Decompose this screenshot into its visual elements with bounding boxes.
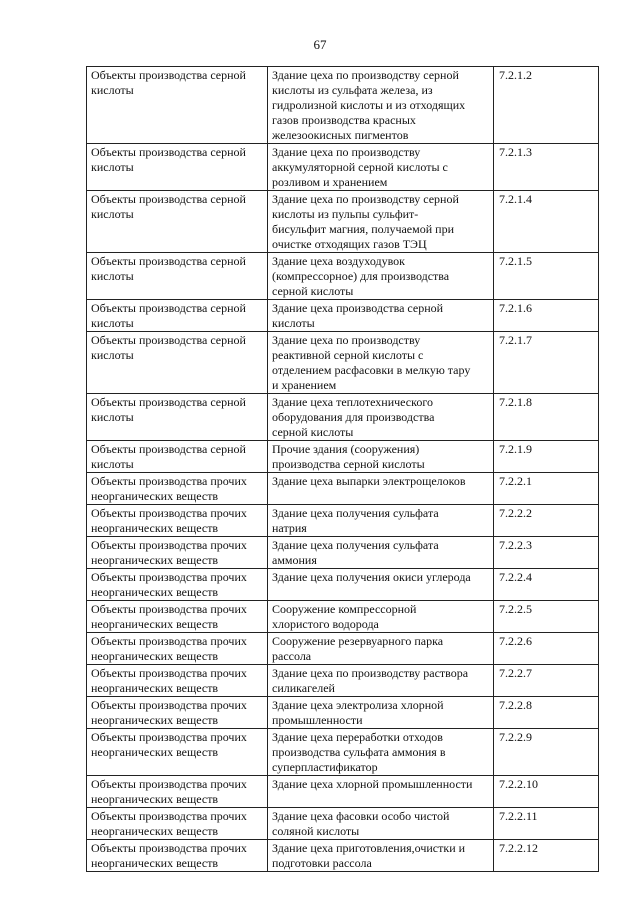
classification-code-cell: 7.2.2.7: [494, 665, 599, 697]
object-type-cell: Объекты производства серной кислоты: [87, 67, 268, 144]
classification-code-cell: 7.2.2.5: [494, 601, 599, 633]
building-description-cell: Здание цеха по производству реактивной серной кислоты с отделением расфасовки в мелкую тару и хранением: [268, 332, 494, 394]
table-row: [87, 633, 599, 665]
table-row: [87, 776, 599, 808]
classification-code-cell: 7.2.1.2: [494, 67, 599, 144]
classification-code-cell: 7.2.2.1: [494, 473, 599, 505]
building-description-cell: Здание цеха получения окиси углерода: [268, 569, 494, 601]
table-row: [87, 808, 599, 840]
object-type-cell: Объекты производства прочих неорганических веществ: [87, 840, 268, 872]
building-description-cell: Здание цеха производства серной кислоты: [268, 300, 494, 332]
table-row: [87, 840, 599, 872]
building-description-cell: Здание цеха по производству раствора силикагелей: [268, 665, 494, 697]
building-description-cell: Здание цеха выпарки электрощелоков: [268, 473, 494, 505]
object-type-cell: Объекты производства серной кислоты: [87, 253, 268, 300]
building-description-cell: Здание цеха по производству серной кислоты из пульпы сульфит- бисульфит магния, получаемой при очистке отходящих газов ТЭЦ: [268, 191, 494, 253]
building-description-cell: Здание цеха фасовки особо чистой соляной кислоты: [268, 808, 494, 840]
building-description-cell: Здание цеха переработки отходов производства сульфата аммония в суперпластификатор: [268, 729, 494, 776]
classification-code-cell: 7.2.1.7: [494, 332, 599, 394]
table-row: [87, 253, 599, 300]
object-type-cell: Объекты производства серной кислоты: [87, 332, 268, 394]
building-description-cell: Здание цеха воздуходувок (компрессорное) для производства серной кислоты: [268, 253, 494, 300]
object-type-cell: Объекты производства прочих неорганических веществ: [87, 569, 268, 601]
building-description-cell: Здание цеха приготовления,очистки и подготовки рассола: [268, 840, 494, 872]
building-description-cell: Здание цеха электролиза хлорной промышленности: [268, 697, 494, 729]
classification-code-cell: 7.2.2.10: [494, 776, 599, 808]
classification-code-cell: 7.2.2.6: [494, 633, 599, 665]
table-row: [87, 505, 599, 537]
table-row: [87, 601, 599, 633]
table-row: [87, 441, 599, 473]
building-description-cell: Здание цеха по производству аккумуляторной серной кислоты с розливом и хранением: [268, 144, 494, 191]
table-body: [87, 67, 599, 872]
table-row: [87, 191, 599, 253]
page-number: 67: [313, 37, 327, 52]
object-type-cell: Объекты производства серной кислоты: [87, 191, 268, 253]
classification-code-cell: 7.2.2.3: [494, 537, 599, 569]
classification-code-cell: 7.2.1.4: [494, 191, 599, 253]
table-row: [87, 537, 599, 569]
object-type-cell: Объекты производства прочих неорганических веществ: [87, 601, 268, 633]
table-row: [87, 332, 599, 394]
classification-code-cell: 7.2.2.8: [494, 697, 599, 729]
building-description-cell: Здание цеха получения сульфата аммония: [268, 537, 494, 569]
object-type-cell: Объекты производства прочих неорганических веществ: [87, 537, 268, 569]
building-description-cell: Здание цеха получения сульфата натрия: [268, 505, 494, 537]
building-description-cell: Здание цеха по производству серной кислоты из сульфата железа, из гидролизной кислоты и из отходящих газов производства красных железоокисных пигментов: [268, 67, 494, 144]
building-description-cell: Прочие здания (сооружения) производства серной кислоты: [268, 441, 494, 473]
object-type-cell: Объекты производства прочих неорганических веществ: [87, 808, 268, 840]
table-row: [87, 473, 599, 505]
classification-code-cell: 7.2.1.8: [494, 394, 599, 441]
classification-code-cell: 7.2.1.9: [494, 441, 599, 473]
classification-code-cell: 7.2.2.11: [494, 808, 599, 840]
classification-code-cell: 7.2.1.5: [494, 253, 599, 300]
building-description-cell: Здание цеха теплотехнического оборудования для производства серной кислоты: [268, 394, 494, 441]
object-type-cell: Объекты производства серной кислоты: [87, 300, 268, 332]
classification-code-cell: 7.2.2.9: [494, 729, 599, 776]
table-row: [87, 729, 599, 776]
table-row: [87, 665, 599, 697]
building-description-cell: Сооружение компрессорной хлористого водорода: [268, 601, 494, 633]
object-type-cell: Объекты производства прочих неорганических веществ: [87, 633, 268, 665]
building-description-cell: Сооружение резервуарного парка рассола: [268, 633, 494, 665]
classification-code-cell: 7.2.1.3: [494, 144, 599, 191]
object-type-cell: Объекты производства прочих неорганических веществ: [87, 697, 268, 729]
classification-code-cell: 7.2.2.12: [494, 840, 599, 872]
table-row: [87, 569, 599, 601]
table-row: [87, 144, 599, 191]
classification-code-cell: 7.2.1.6: [494, 300, 599, 332]
table-row: [87, 394, 599, 441]
building-description-cell: Здание цеха хлорной промышленности: [268, 776, 494, 808]
table-row: [87, 300, 599, 332]
object-type-cell: Объекты производства серной кислоты: [87, 144, 268, 191]
classification-code-cell: 7.2.2.4: [494, 569, 599, 601]
table-row: [87, 697, 599, 729]
object-type-cell: Объекты производства прочих неорганических веществ: [87, 505, 268, 537]
object-type-cell: Объекты производства прочих неорганических веществ: [87, 473, 268, 505]
object-type-cell: Объекты производства прочих неорганических веществ: [87, 776, 268, 808]
object-type-cell: Объекты производства серной кислоты: [87, 394, 268, 441]
classification-table: [86, 66, 599, 872]
object-type-cell: Объекты производства прочих неорганических веществ: [87, 665, 268, 697]
object-type-cell: Объекты производства прочих неорганических веществ: [87, 729, 268, 776]
table-row: [87, 67, 599, 144]
object-type-cell: Объекты производства серной кислоты: [87, 441, 268, 473]
classification-code-cell: 7.2.2.2: [494, 505, 599, 537]
